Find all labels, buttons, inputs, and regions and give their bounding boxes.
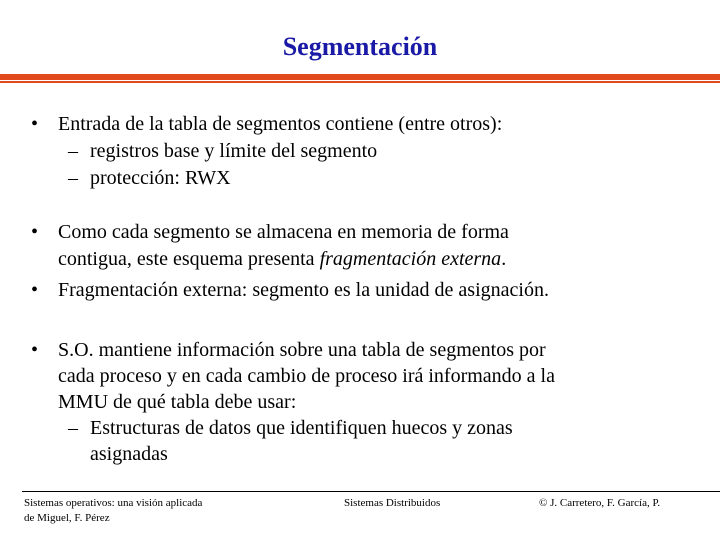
- bullet-4-line-3: MMU de qué tabla debe usar:: [58, 391, 297, 413]
- bullet-4-line-2: cada proceso y en cada cambio de proceso irá informando a la: [58, 365, 555, 387]
- bullet-3-text: Fragmentación externa: segmento es la unidad de asignación.: [58, 279, 549, 301]
- slide-title: Segmentación: [282, 32, 438, 61]
- bullet-marker: •: [31, 113, 39, 135]
- footer-rule: [22, 491, 720, 492]
- footer-book-title: Sistemas operativos: una visión aplicada: [24, 497, 203, 509]
- bullet-4-line-1: S.O. mantiene información sobre una tabla de segmentos por: [58, 339, 546, 361]
- bullet-1-sub-2: protección: RWX: [90, 167, 231, 189]
- dash-marker: –: [68, 417, 78, 439]
- bullet-4-sub-1-line-1: Estructuras de datos que identifiquen huecos y zonas: [90, 417, 513, 439]
- bullet-4-sub-1-line-2: asignadas: [90, 443, 168, 465]
- bullet-marker: •: [31, 339, 39, 361]
- footer-course: Sistemas Distribuidos: [344, 497, 441, 509]
- title-rule-thin: [0, 81, 720, 83]
- title-rule: [0, 74, 720, 80]
- bullet-1-text: Entrada de la tabla de segmentos contiene (entre otros):: [58, 113, 503, 135]
- bullet-2-line-2-plain: contigua, este esquema presenta: [58, 248, 320, 270]
- dash-marker: –: [68, 167, 78, 189]
- footer-copyright: © J. Carretero, F. García, P.: [539, 497, 661, 509]
- bullet-2-line-1: Como cada segmento se almacena en memoria de forma: [58, 221, 509, 243]
- bullet-2-line-2: [58, 247, 506, 271]
- bullet-marker: •: [31, 221, 39, 243]
- bullet-marker: •: [31, 279, 39, 301]
- bullet-2-emphasis: fragmentación externa: [319, 248, 502, 270]
- bullet-1-sub-1: registros base y límite del segmento: [90, 140, 378, 162]
- footer-left: [24, 496, 202, 526]
- footer-authors: de Miguel, F. Pérez: [24, 512, 110, 524]
- dash-marker: –: [68, 140, 78, 162]
- bullet-2-line-2-end: .: [501, 248, 507, 270]
